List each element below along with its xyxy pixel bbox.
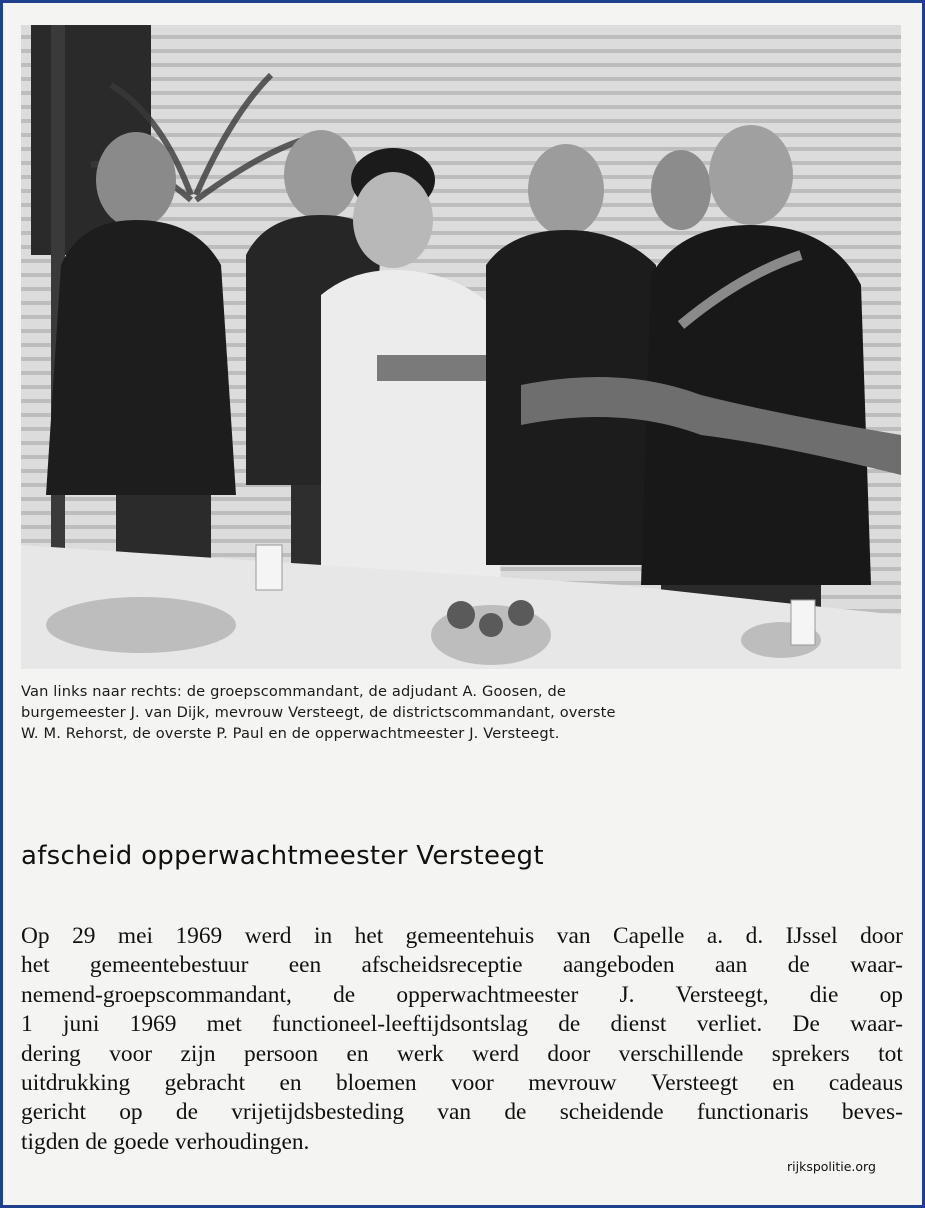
body-word: dering: [21, 1040, 81, 1067]
group-photo: [21, 25, 901, 669]
body-line: [21, 981, 903, 1010]
caption-line: W. M. Rehorst, de overste P. Paul en de opperwachtmeester J. Versteegt.: [21, 725, 560, 742]
body-word: en: [279, 1070, 302, 1097]
body-word: aan: [714, 952, 748, 979]
body-word: J.: [619, 981, 635, 1008]
caption-line: Van links naar rechts: de groepscommandant, de adjudant A. Goosen, de: [21, 683, 567, 700]
body-line: [21, 1010, 903, 1039]
body-word: De: [792, 1011, 820, 1038]
photo-caption: [21, 681, 901, 744]
body-word: waar-: [850, 952, 903, 979]
article-title: afscheid opperwachtmeester Versteegt: [21, 841, 544, 871]
body-word: voor: [450, 1070, 494, 1097]
body-word: het: [21, 952, 50, 979]
body-word: juni: [62, 1011, 100, 1038]
body-word: sprekers: [771, 1040, 850, 1067]
body-word: gericht: [21, 1099, 86, 1126]
body-word: de: [787, 952, 810, 979]
body-word: tot: [878, 1040, 903, 1067]
body-word: opperwachtmeester: [396, 981, 579, 1008]
body-word: werd: [472, 1040, 519, 1067]
body-word: werd: [244, 923, 292, 949]
body-word: Capelle: [613, 923, 685, 949]
body-line: [21, 922, 903, 951]
photo-illustration: [21, 25, 901, 669]
article-body: [21, 922, 903, 1157]
body-word: IJssel: [785, 923, 838, 949]
body-word: verschillende: [618, 1040, 744, 1067]
body-word: mei: [117, 923, 153, 949]
body-word: waar-: [850, 1011, 903, 1038]
body-line: tigden de goede verhoudingen.: [21, 1128, 310, 1155]
body-word: door: [547, 1040, 591, 1067]
body-word: gemeentebestuur: [89, 952, 249, 979]
body-word: bloemen: [335, 1070, 417, 1097]
person-5: [651, 150, 711, 230]
body-word: en: [346, 1040, 369, 1067]
body-word: uitdrukking: [21, 1070, 131, 1097]
body-word: zijn: [180, 1040, 216, 1067]
body-word: gebracht: [164, 1070, 246, 1097]
body-word: die: [809, 981, 839, 1008]
body-word: a.: [706, 923, 724, 949]
body-word: en: [772, 1070, 795, 1097]
body-word: vrijetijdsbesteding: [231, 1099, 405, 1126]
body-word: op: [119, 1099, 143, 1126]
body-word: dienst: [610, 1011, 667, 1038]
body-word: Versteegt,: [675, 981, 769, 1008]
body-word: voor: [109, 1040, 153, 1067]
body-line: [21, 1040, 903, 1069]
body-word: op: [879, 981, 903, 1008]
body-word: door: [860, 923, 903, 949]
body-word: 29: [72, 923, 96, 949]
body-word: mevrouw: [528, 1070, 617, 1097]
body-word: gemeentehuis: [405, 923, 535, 949]
body-word: de: [333, 981, 356, 1008]
body-word: beves-: [841, 1099, 903, 1126]
body-word: afscheidsreceptie: [361, 952, 523, 979]
source-watermark: rijkspolitie.org: [787, 1159, 876, 1174]
body-word: de: [558, 1011, 581, 1038]
body-word: aangeboden: [562, 952, 675, 979]
body-line: [21, 1069, 903, 1098]
body-word: scheidende: [559, 1099, 664, 1126]
body-word: de: [504, 1099, 527, 1126]
body-word: verliet.: [696, 1011, 763, 1038]
body-word: 1: [21, 1011, 33, 1038]
body-word: nemend-groepscommandant,: [21, 981, 292, 1008]
body-word: van: [437, 1099, 472, 1126]
body-word: in: [313, 923, 333, 949]
body-word: het: [354, 923, 384, 949]
body-word: 1969: [175, 923, 223, 949]
body-word: cadeaus: [828, 1070, 903, 1097]
body-word: met: [206, 1011, 242, 1038]
body-word: een: [288, 952, 322, 979]
body-word: functionaris: [696, 1099, 809, 1126]
body-word: persoon: [244, 1040, 319, 1067]
body-word: werk: [396, 1040, 444, 1067]
caption-line: burgemeester J. van Dijk, mevrouw Versteegt, de districtscommandant, overste: [21, 704, 616, 721]
body-line: [21, 951, 903, 980]
body-word: Op: [21, 923, 50, 949]
body-word: Versteegt: [650, 1070, 739, 1097]
body-line: [21, 1098, 903, 1127]
body-word: functioneel-leeftijdsontslag: [272, 1011, 528, 1038]
body-word: d.: [745, 923, 764, 949]
body-word: de: [175, 1099, 198, 1126]
body-word: van: [556, 923, 591, 949]
body-word: 1969: [129, 1011, 177, 1038]
